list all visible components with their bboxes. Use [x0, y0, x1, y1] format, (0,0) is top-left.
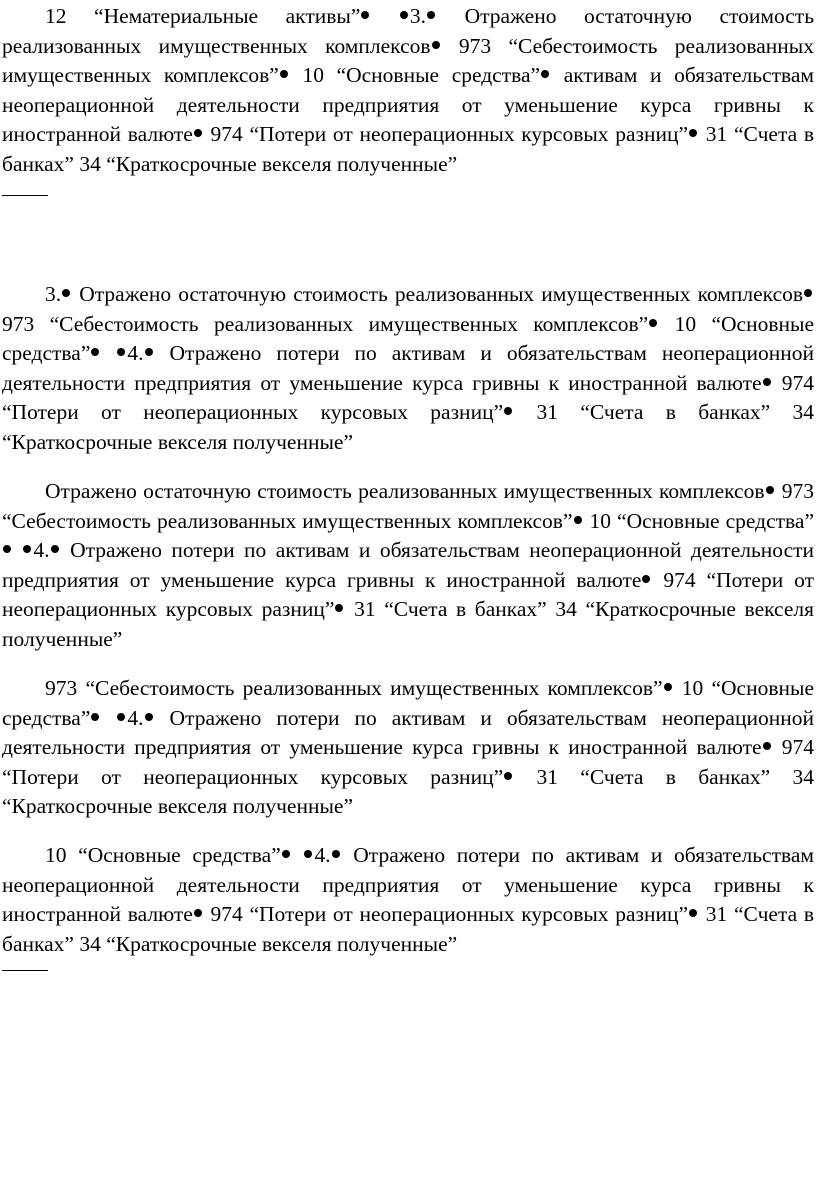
- text-segment: 10 “Основные средства”: [589, 508, 814, 533]
- bullet-dot-icon: [117, 713, 125, 721]
- separator-rule: [2, 970, 48, 971]
- text-segment: 973 “Себестоимость реализованных имущественных комплексов”: [2, 479, 815, 533]
- text-segment: Отражено остаточную стоимость реализованных имущественных комплексов: [45, 479, 765, 503]
- text-segment: Отражено остаточную стоимость реализованных имущественных комплексов: [79, 282, 804, 306]
- text-segment: 31 “Счета в банках” 34 “Краткосрочные векселя полученные”: [2, 764, 814, 818]
- text-segment: 31 “Счета в банках” 34 “Краткосрочные векселя полученные”: [2, 597, 814, 651]
- bullet-dot-icon: [3, 545, 11, 553]
- bullet-dot-icon: [763, 378, 771, 386]
- text-segment: Отражено потери по активам и обязательствам неоперационной деятельности предприятия от уменьшение курса гривны к иностранной валюте: [2, 843, 815, 926]
- bullet-dot-icon: [649, 319, 657, 327]
- bullet-dot-icon: [574, 516, 582, 524]
- bullet-dot-icon: [145, 713, 153, 721]
- text-segment: 974 “Потери от неоперационных курсовых разниц”: [2, 567, 815, 621]
- bullet-dot-icon: [194, 129, 202, 137]
- bullet-dot-icon: [91, 348, 99, 356]
- bullet-dot-icon: [117, 348, 125, 356]
- step-number: 4.: [127, 341, 144, 365]
- text-segment: активам и обязательствам неоперационной деятельности предприятия от уменьшение курса гривны к иностранной валюте: [2, 63, 815, 146]
- separator-rule: [2, 195, 48, 196]
- bullet-dot-icon: [763, 742, 771, 750]
- paragraph-2: [2, 280, 814, 457]
- step-number: 4.: [314, 843, 331, 867]
- text-segment: 31 “Счета в банках” 34 “Краткосрочные векселя полученные”: [2, 400, 814, 454]
- step-number: 4.: [33, 538, 50, 562]
- step-number: 3.: [45, 282, 62, 306]
- bullet-dot-icon: [427, 11, 435, 19]
- text-segment: 974 “Потери от неоперационных курсовых разниц”: [2, 370, 814, 424]
- bullet-dot-icon: [804, 289, 812, 297]
- step-number: 3.: [409, 4, 427, 28]
- bullet-dot-icon: [62, 289, 70, 297]
- bullet-dot-icon: [664, 683, 672, 691]
- step-number: 4.: [127, 705, 144, 730]
- bullet-dot-icon: [280, 70, 288, 78]
- bullet-dot-icon: [361, 11, 369, 19]
- bullet-dot-icon: [642, 575, 650, 583]
- bullet-dot-icon: [23, 545, 31, 553]
- text-segment: 10 “Основные средства”: [302, 63, 541, 87]
- text-segment: 10 “Основные средства”: [45, 843, 281, 867]
- text-segment: 12 “Нематериальные активы”: [45, 4, 361, 28]
- text-segment: Отражено потери по активам и обязательствам неоперационной деятельности предприятия от уменьшение курса гривны к иностранной валюте: [2, 705, 814, 759]
- text-segment: 10 “Основные средства”: [2, 311, 814, 365]
- paragraph-3: [2, 477, 814, 654]
- bullet-dot-icon: [332, 850, 340, 858]
- text-segment: 973 “Себестоимость реализованных имущественных комплексов”: [2, 311, 649, 336]
- bullet-dot-icon: [432, 41, 440, 49]
- text-segment: 31 “Счета в банках” 34 “Краткосрочные векселя полученные”: [2, 902, 815, 956]
- bullet-dot-icon: [766, 486, 774, 494]
- bullet-dot-icon: [282, 850, 290, 858]
- text-segment: 31 “Счета в банках” 34 “Краткосрочные векселя полученные”: [2, 122, 815, 176]
- bullet-dot-icon: [400, 11, 408, 19]
- bullet-dot-icon: [504, 772, 512, 780]
- bullet-dot-icon: [194, 909, 202, 917]
- bullet-dot-icon: [335, 604, 343, 612]
- text-segment: 974 “Потери от неоперационных курсовых разниц”: [210, 122, 689, 146]
- bullet-dot-icon: [541, 70, 549, 78]
- bullet-dot-icon: [689, 129, 697, 137]
- bullet-dot-icon: [504, 407, 512, 415]
- text-segment: Отражено потери по активам и обязательствам неоперационной деятельности предприятия от уменьшение курса гривны к иностранной валюте: [2, 341, 814, 395]
- text-segment: 974 “Потери от неоперационных курсовых разниц”: [210, 902, 689, 926]
- paragraph-5: [2, 841, 814, 959]
- bullet-dot-icon: [145, 348, 153, 356]
- text-segment: 973 “Себестоимость реализованных имущественных комплексов”: [2, 33, 814, 87]
- text-segment: 973 “Себестоимость реализованных имущественных комплексов”: [45, 676, 663, 700]
- bullet-dot-icon: [91, 713, 99, 721]
- text-segment: 974 “Потери от неоперационных курсовых разниц”: [2, 735, 814, 789]
- paragraph-4: [2, 674, 814, 822]
- bullet-dot-icon: [689, 909, 697, 917]
- text-segment: Отражено потери по активам и обязательствам неоперационной деятельности предприятия от уменьшение курса гривны к иностранной валюте: [2, 538, 815, 592]
- bullet-dot-icon: [51, 545, 59, 553]
- text-segment: 10 “Основные средства”: [2, 676, 814, 730]
- paragraph-1: [2, 2, 814, 179]
- text-segment: Отражено остаточную стоимость реализованных имущественных комплексов: [2, 4, 815, 58]
- bullet-dot-icon: [304, 850, 312, 858]
